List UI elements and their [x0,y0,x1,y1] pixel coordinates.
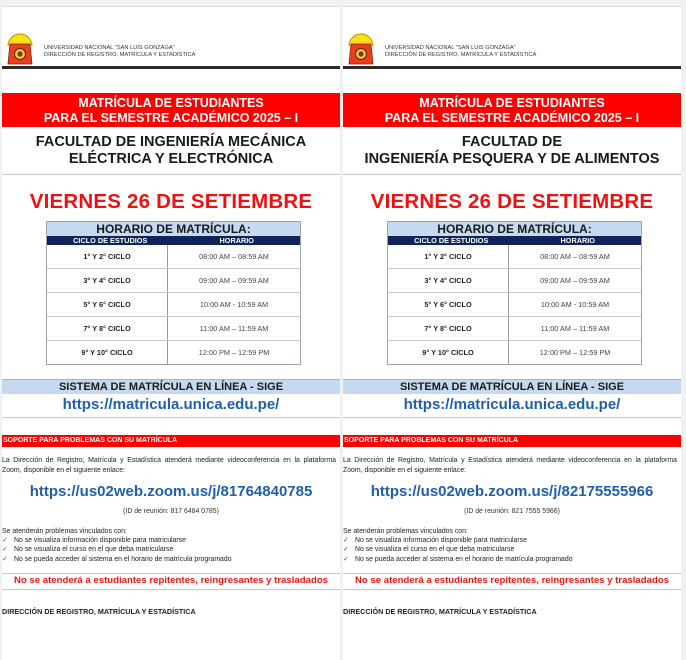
issue-item [343,545,681,554]
schedule-table [387,221,642,365]
warning-notice: No se atenderá a estudiantes repitentes, reingresantes y trasladados [13,575,329,586]
schedule-header-row [388,236,641,245]
support-title: SOPORTE PARA PROBLEMAS CON SU MATRÍCULA [2,435,340,447]
time-cell: 09:00 AM – 09:59 AM [199,276,269,285]
checkmark-icon: ✓ [343,546,349,554]
schedule-row [47,316,300,340]
issue-item [343,555,681,564]
issue-item [2,536,340,545]
column-header-cycle: CICLO DE ESTUDIOS [414,236,489,245]
column-header-time: HORARIO [219,236,254,245]
schedule-title: HORARIO DE MATRÍCULA: [47,222,300,236]
cycle-cell: 1° Y 2° CICLO [388,245,509,268]
enrollment-banner [343,93,681,127]
university-logo-icon [5,32,35,66]
flyer-page-pesquera [343,6,681,660]
issues-intro: Se atenderán problemas vinculados con: [2,528,127,535]
issues-items [343,536,681,564]
sige-title: SISTEMA DE MATRÍCULA EN LÍNEA - SIGE [343,379,681,394]
header-divider [2,66,340,69]
checkmark-icon: ✓ [343,537,349,545]
schedule-table [46,221,301,365]
cycle-cell: 9° Y 10° CICLO [47,341,168,364]
office-name: DIRECCIÓN DE REGISTRO, MATRÍCULA Y ESTADÍSTICA [385,52,537,58]
time-cell: 12:00 PM – 12:59 PM [539,348,611,357]
column-header-cycle: CICLO DE ESTUDIOS [73,236,148,245]
support-title: SOPORTE PARA PROBLEMAS CON SU MATRÍCULA [343,435,681,447]
schedule-body [388,245,641,364]
sige-link[interactable]: https://matricula.unica.edu.pe/ [403,396,621,413]
faculty-line-2: INGENIERÍA PESQUERA Y DE ALIMENTOS [364,151,660,167]
time-cell: 09:00 AM – 09:59 AM [540,276,610,285]
faculty-title [2,134,340,168]
checkmark-icon: ✓ [343,555,349,563]
zoom-link[interactable]: https://us02web.zoom.us/j/82175555966 [370,483,654,500]
time-cell: 11:00 AM – 11:59 AM [199,324,269,333]
issues-items [2,536,340,564]
banner-line-2: PARA EL SEMESTRE ACADÉMICO 2025 – I [43,110,299,125]
support-paragraph: La Dirección de Registro, Matrícula y Estadística atenderá mediante videoconferencia en la plataforma Zoom, disponible en el siguiente enlace: [343,457,677,474]
checkmark-icon: ✓ [2,537,8,545]
issue-text: No se visualiza el curso en el que deba matricularse [355,546,515,554]
warning-notice: No se atenderá a estudiantes repitentes, reingresantes y trasladados [354,575,670,586]
enrollment-date: VIERNES 26 DE SETIEMBRE [370,190,654,213]
flyer-page-mecanica [2,6,340,660]
time-cell: 11:00 AM – 11:59 AM [540,324,610,333]
schedule-row [47,340,300,364]
divider [343,417,681,418]
divider [343,589,681,590]
faculty-line-2: ELÉCTRICA Y ELECTRÓNICA [68,151,274,167]
footer-office: DIRECCIÓN DE REGISTRO, MATRÍCULA Y ESTADÍSTICA [2,607,196,616]
header-text [44,45,195,59]
faculty-line-1: FACULTAD DE INGENIERÍA MECÁNICA [35,134,307,150]
enrollment-date: VIERNES 26 DE SETIEMBRE [29,190,313,213]
cycle-cell: 3° Y 4° CICLO [47,269,168,292]
university-name: UNIVERSIDAD NACIONAL "SAN LUIS GONZAGA" [385,45,516,51]
schedule-title: HORARIO DE MATRÍCULA: [388,222,641,236]
banner-line-1: MATRÍCULA DE ESTUDIANTES [78,96,264,110]
schedule-header-row [47,236,300,245]
zoom-link[interactable]: https://us02web.zoom.us/j/81764840785 [29,483,313,500]
schedule-row [47,292,300,316]
issue-text: No se pueda acceder al sistema en el horario de matrícula programado [355,555,573,563]
issue-item [2,555,340,564]
issue-text: No se visualiza información disponible para matricularse [355,537,527,545]
schedule-row [388,316,641,340]
cycle-cell: 9° Y 10° CICLO [388,341,509,364]
header-divider [343,66,681,69]
time-cell: 10:00 AM - 10:59 AM [540,300,610,309]
schedule-body [47,245,300,364]
schedule-row [388,245,641,268]
schedule-row [388,268,641,292]
issues-intro: Se atenderán problemas vinculados con: [343,528,468,535]
cycle-cell: 5° Y 6° CICLO [388,293,509,316]
issue-text: No se pueda acceder al sistema en el horario de matrícula programado [14,555,232,563]
schedule-row [388,292,641,316]
support-paragraph: La Dirección de Registro, Matrícula y Estadística atenderá mediante videoconferencia en la plataforma Zoom, disponible en el siguiente enlace: [2,457,336,474]
column-header-time: HORARIO [560,236,595,245]
schedule-row [47,245,300,268]
footer-office: DIRECCIÓN DE REGISTRO, MATRÍCULA Y ESTADÍSTICA [343,607,537,616]
banner-line-1: MATRÍCULA DE ESTUDIANTES [419,96,605,110]
divider [2,174,340,175]
time-cell: 12:00 PM – 12:59 PM [198,348,270,357]
divider [2,417,340,418]
sige-title: SISTEMA DE MATRÍCULA EN LÍNEA - SIGE [2,379,340,394]
office-name: DIRECCIÓN DE REGISTRO, MATRÍCULA Y ESTADÍSTICA [44,52,196,58]
divider [2,589,340,590]
meeting-id: (ID de reunión: 817 6484 0785) [123,508,219,515]
header-text [385,45,536,59]
banner-line-2: PARA EL SEMESTRE ACADÉMICO 2025 – I [384,110,640,125]
page-top-border [343,6,681,7]
time-cell: 08:00 AM – 08:59 AM [199,252,269,261]
checkmark-icon: ✓ [2,555,8,563]
cycle-cell: 7° Y 8° CICLO [388,317,509,340]
cycle-cell: 5° Y 6° CICLO [47,293,168,316]
issue-item [343,536,681,545]
issue-text: No se visualiza el curso en el que deba matricularse [14,546,174,554]
issue-text: No se visualiza información disponible para matricularse [14,537,186,545]
issues-list [343,527,681,564]
sige-link[interactable]: https://matricula.unica.edu.pe/ [62,396,280,413]
time-cell: 10:00 AM - 10:59 AM [199,300,269,309]
university-name: UNIVERSIDAD NACIONAL "SAN LUIS GONZAGA" [44,45,175,51]
meeting-id: (ID de reunión: 821 7555 5966) [464,508,560,515]
page-top-border [2,6,340,7]
divider [343,174,681,175]
enrollment-banner [2,93,340,127]
cycle-cell: 7° Y 8° CICLO [47,317,168,340]
document-header [343,32,681,70]
faculty-title [343,134,681,168]
issue-item [2,545,340,554]
schedule-row [47,268,300,292]
cycle-cell: 1° Y 2° CICLO [47,245,168,268]
issues-list [2,527,340,564]
checkmark-icon: ✓ [2,546,8,554]
schedule-row [388,340,641,364]
cycle-cell: 3° Y 4° CICLO [388,269,509,292]
university-logo-icon [346,32,376,66]
document-header [2,32,340,70]
faculty-line-1: FACULTAD DE [461,134,563,150]
time-cell: 08:00 AM – 08:59 AM [540,252,610,261]
